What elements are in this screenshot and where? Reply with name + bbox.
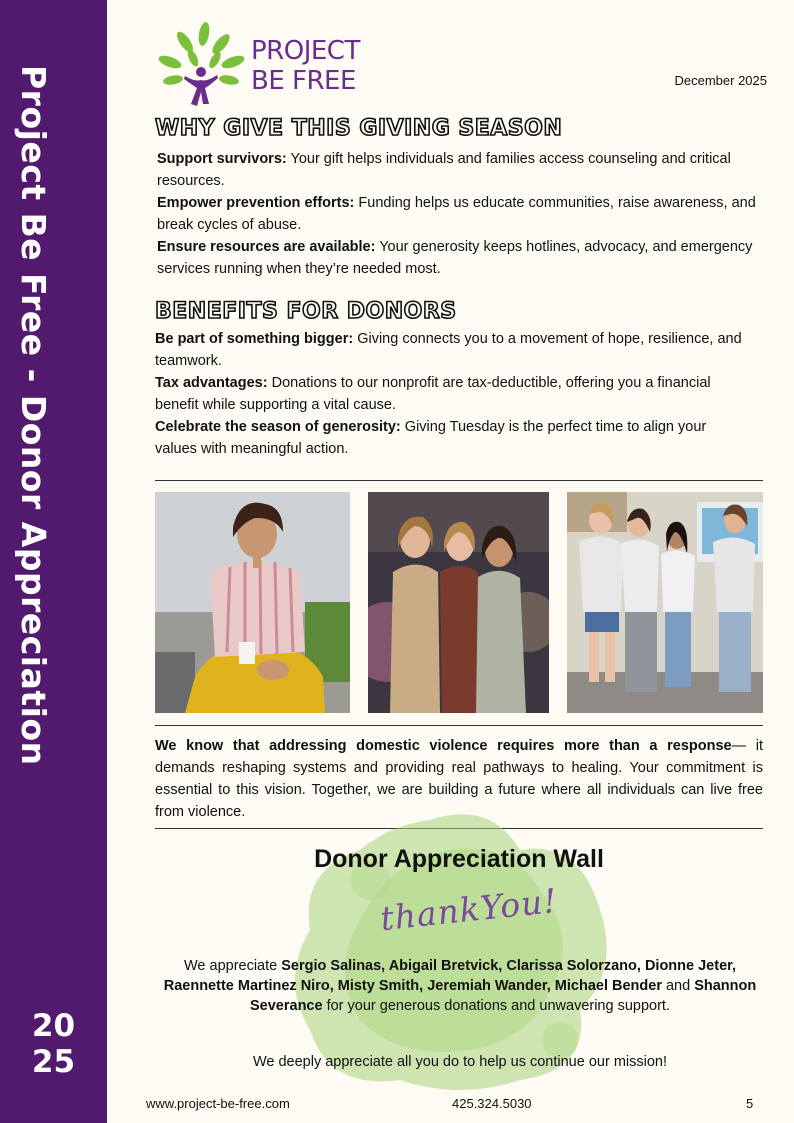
benefits-list [155,328,745,460]
benefit-item [155,416,745,460]
item-lead: Celebrate the season of generosity: [155,419,401,435]
why-give-item [157,236,757,280]
issue-date: December 2025 [674,73,767,88]
why-give-list [157,148,757,280]
photo-event-group [368,492,549,713]
thank-you-script: thankYou! [378,880,560,939]
benefit-item [155,328,745,372]
leaf-figure-icon [155,20,245,110]
item-text: Funding helps us educate communities, raise awareness, and break cycles of abuse. [157,195,756,233]
sidebar-year [0,1008,107,1080]
item-lead: Support survivors: [157,151,287,167]
brand-name [251,36,360,96]
sidebar [0,0,107,1123]
photo-team [567,492,763,713]
photo-speaker [155,492,350,713]
item-text: Giving Tuesday is the perfect time to align your values with meaningful action. [155,419,707,457]
intro-text: We appreciate [183,958,282,974]
item-text: Your generosity keeps hotlines, advocacy, and emergency services running when they’re needed most. [157,239,753,277]
item-lead: Tax advantages: [155,375,268,391]
sidebar-title: Project Be Free - Donor Appreciation [14,65,53,766]
divider [155,480,763,481]
item-text: Your gift helps individuals and families access counseling and critical resources. [157,151,731,189]
item-lead: Empower prevention efforts: [157,195,355,211]
outro-text: for your generous donations and unwavering support. [322,998,670,1014]
donor-names [160,956,760,1016]
wall-title: Donor Appreciation Wall [314,845,604,873]
mission-lead: We know that addressing domestic violence requires more than a response [155,738,732,754]
project-be-free-logo [155,20,370,110]
why-give-heading: WHY GIVE THIS GIVING SEASON [155,116,563,141]
closing-text: We deeply appreciate all you do to help us continue our mission! [252,1054,668,1070]
why-give-item [157,192,757,236]
item-lead: Ensure resources are available: [157,239,376,255]
benefit-item [155,372,745,416]
brand-line-2: BE FREE [251,66,356,96]
and-text: and [661,978,695,994]
donor-list: Sergio Salinas, Abigail Bretvick, Clarissa Solorzano, Dionne Jeter, Raennette Martinez Niro, Misty Smith, Jeremiah Wander, Michael Bender [163,958,737,994]
footer-phone[interactable]: 425.324.5030 [452,1096,532,1111]
mission-text: — it demands reshaping systems and providing real pathways to healing. Your commitment is essential to this vision. Together, we are building a future where all individuals can live free from violence. [155,738,764,820]
donor-last: Shannon Severance [250,978,757,1014]
item-text: Giving connects you to a movement of hope, resilience, and teamwork. [155,331,742,369]
why-give-item [157,148,757,192]
page-number: 5 [746,1096,754,1111]
benefits-heading: BENEFITS FOR DONORS [155,299,457,324]
footer-website[interactable]: www.project-be-free.com [146,1096,290,1111]
year-line-1: 20 [31,1008,76,1044]
item-lead: Be part of something bigger: [155,331,354,347]
brand-line-1: PROJECT [251,36,360,66]
divider [155,725,763,726]
item-text: Donations to our nonprofit are tax-deductible, offering you a financial benefit while supporting a vital cause. [155,375,711,413]
year-line-2: 25 [31,1044,76,1080]
